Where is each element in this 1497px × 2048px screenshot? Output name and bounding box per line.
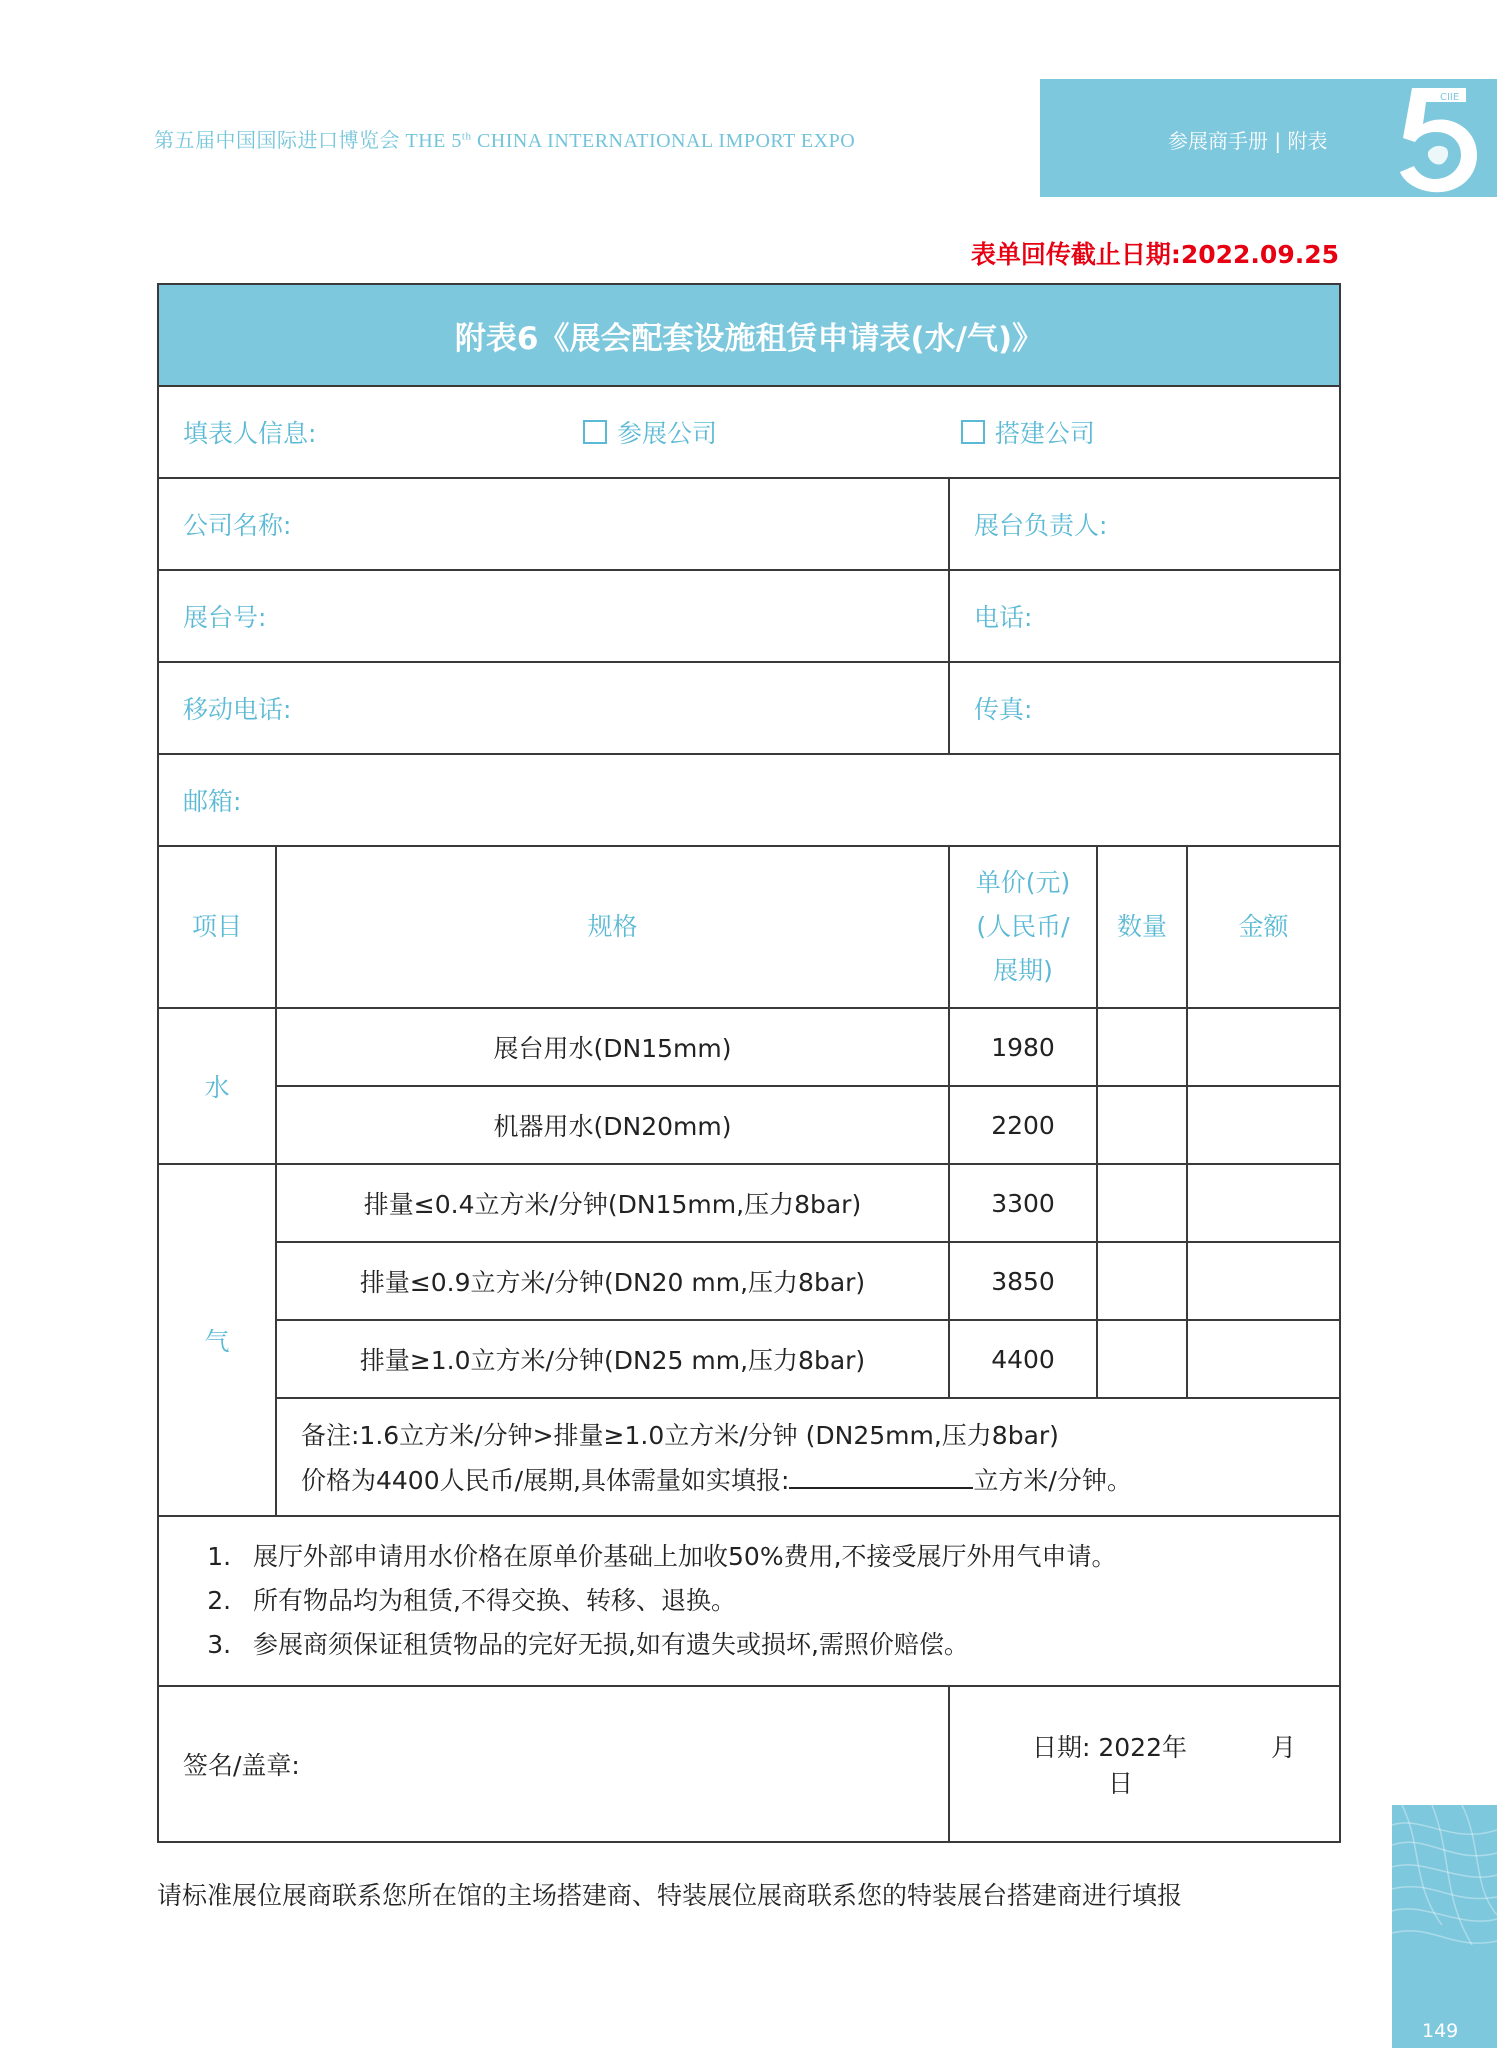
filler-info-row <box>158 386 1340 478</box>
table-row <box>158 1242 1340 1320</box>
required-volume-input[interactable] <box>789 1465 973 1489</box>
booth-manager-field[interactable]: 展台负责人: <box>949 478 1340 570</box>
price-cell: 2200 <box>949 1086 1097 1164</box>
quantity-input[interactable] <box>1097 1008 1187 1086</box>
rental-application-form <box>157 283 1341 1843</box>
booth-number-field[interactable]: 展台号: <box>158 570 949 662</box>
price-cell: 4400 <box>949 1320 1097 1398</box>
wave-pattern-icon <box>1392 1805 1497 2048</box>
category-air: 气 <box>158 1164 276 1516</box>
amount-input[interactable] <box>1187 1164 1340 1242</box>
table-row <box>158 1320 1340 1398</box>
price-cell: 3850 <box>949 1242 1097 1320</box>
exhibitor-option[interactable]: 参展公司 <box>583 414 953 450</box>
table-row <box>158 1164 1340 1242</box>
quantity-input[interactable] <box>1097 1086 1187 1164</box>
side-decoration <box>1392 1805 1497 2048</box>
deadline-notice: 表单回传截止日期:2022.09.25 <box>970 240 1339 269</box>
spec-cell: 排量≤0.4立方米/分钟(DN15mm,压力8bar) <box>276 1164 949 1242</box>
amount-input[interactable] <box>1187 1320 1340 1398</box>
company-name-field[interactable]: 公司名称: <box>158 478 949 570</box>
quantity-input[interactable] <box>1097 1320 1187 1398</box>
list-item: 3. 参展商须保证租赁物品的完好无损,如有遗失或损坏,需照价赔偿。 <box>239 1623 1339 1667</box>
date-field[interactable]: 日期: 2022年 月日 <box>949 1686 1340 1842</box>
price-cell: 1980 <box>949 1008 1097 1086</box>
category-water: 水 <box>158 1008 276 1164</box>
builder-checkbox[interactable] <box>961 420 985 444</box>
signature-field[interactable]: 签名/盖章: <box>158 1686 949 1842</box>
spec-cell: 展台用水(DN15mm) <box>276 1008 949 1086</box>
footer-instruction: 请标准展位展商联系您所在馆的主场搭建商、特装展位展商联系您的特装展台搭建商进行填报 <box>157 1881 1183 1910</box>
terms-list <box>158 1516 1340 1686</box>
builder-option[interactable]: 搭建公司 <box>961 419 1095 448</box>
column-header-amount: 金额 <box>1187 846 1340 1008</box>
list-item: 1. 展厅外部申请用水价格在原单价基础上加收50%费用,不接受展厅外用气申请。 <box>239 1535 1339 1579</box>
breadcrumb: 参展商手册 | 附表 <box>1168 129 1328 153</box>
exhibitor-checkbox[interactable] <box>583 420 607 444</box>
page-number: 149 <box>1422 2020 1459 2042</box>
svg-text:CIIE: CIIE <box>1440 92 1460 103</box>
amount-input[interactable] <box>1187 1242 1340 1320</box>
ciie-5-logo-icon <box>1370 80 1490 196</box>
amount-input[interactable] <box>1187 1008 1340 1086</box>
spec-cell: 机器用水(DN20mm) <box>276 1086 949 1164</box>
form-title: 附表6《展会配套设施租赁申请表(水/气)》 <box>158 284 1340 386</box>
filler-info-label: 填表人信息: <box>183 419 317 448</box>
spec-cell: 排量≥1.0立方米/分钟(DN25 mm,压力8bar) <box>276 1320 949 1398</box>
expo-title: 第五届中国国际进口博览会 THE 5th CHINA INTERNATIONAL IMPORT EXPO <box>154 130 856 152</box>
quantity-input[interactable] <box>1097 1164 1187 1242</box>
fax-field[interactable]: 传真: <box>949 662 1340 754</box>
phone-field[interactable]: 电话: <box>949 570 1340 662</box>
column-header-spec: 规格 <box>276 846 949 1008</box>
spec-cell: 排量≤0.9立方米/分钟(DN20 mm,压力8bar) <box>276 1242 949 1320</box>
list-item: 2. 所有物品均为租赁,不得交换、转移、退换。 <box>239 1579 1339 1623</box>
email-field[interactable]: 邮箱: <box>158 754 1340 846</box>
quantity-input[interactable] <box>1097 1242 1187 1320</box>
price-cell: 3300 <box>949 1164 1097 1242</box>
amount-input[interactable] <box>1187 1086 1340 1164</box>
column-header-price: 单价(元) (人民币/ 展期) <box>949 846 1097 1008</box>
mobile-field[interactable]: 移动电话: <box>158 662 949 754</box>
column-header-quantity: 数量 <box>1097 846 1187 1008</box>
column-header-item: 项目 <box>158 846 276 1008</box>
remarks: 备注:1.6立方米/分钟>排量≥1.0立方米/分钟 (DN25mm,压力8bar) 价格为4400人民币/展期,具体需量如实填报: 立方米/分钟。 <box>276 1398 1340 1516</box>
table-row <box>158 1086 1340 1164</box>
table-row <box>158 1008 1340 1086</box>
